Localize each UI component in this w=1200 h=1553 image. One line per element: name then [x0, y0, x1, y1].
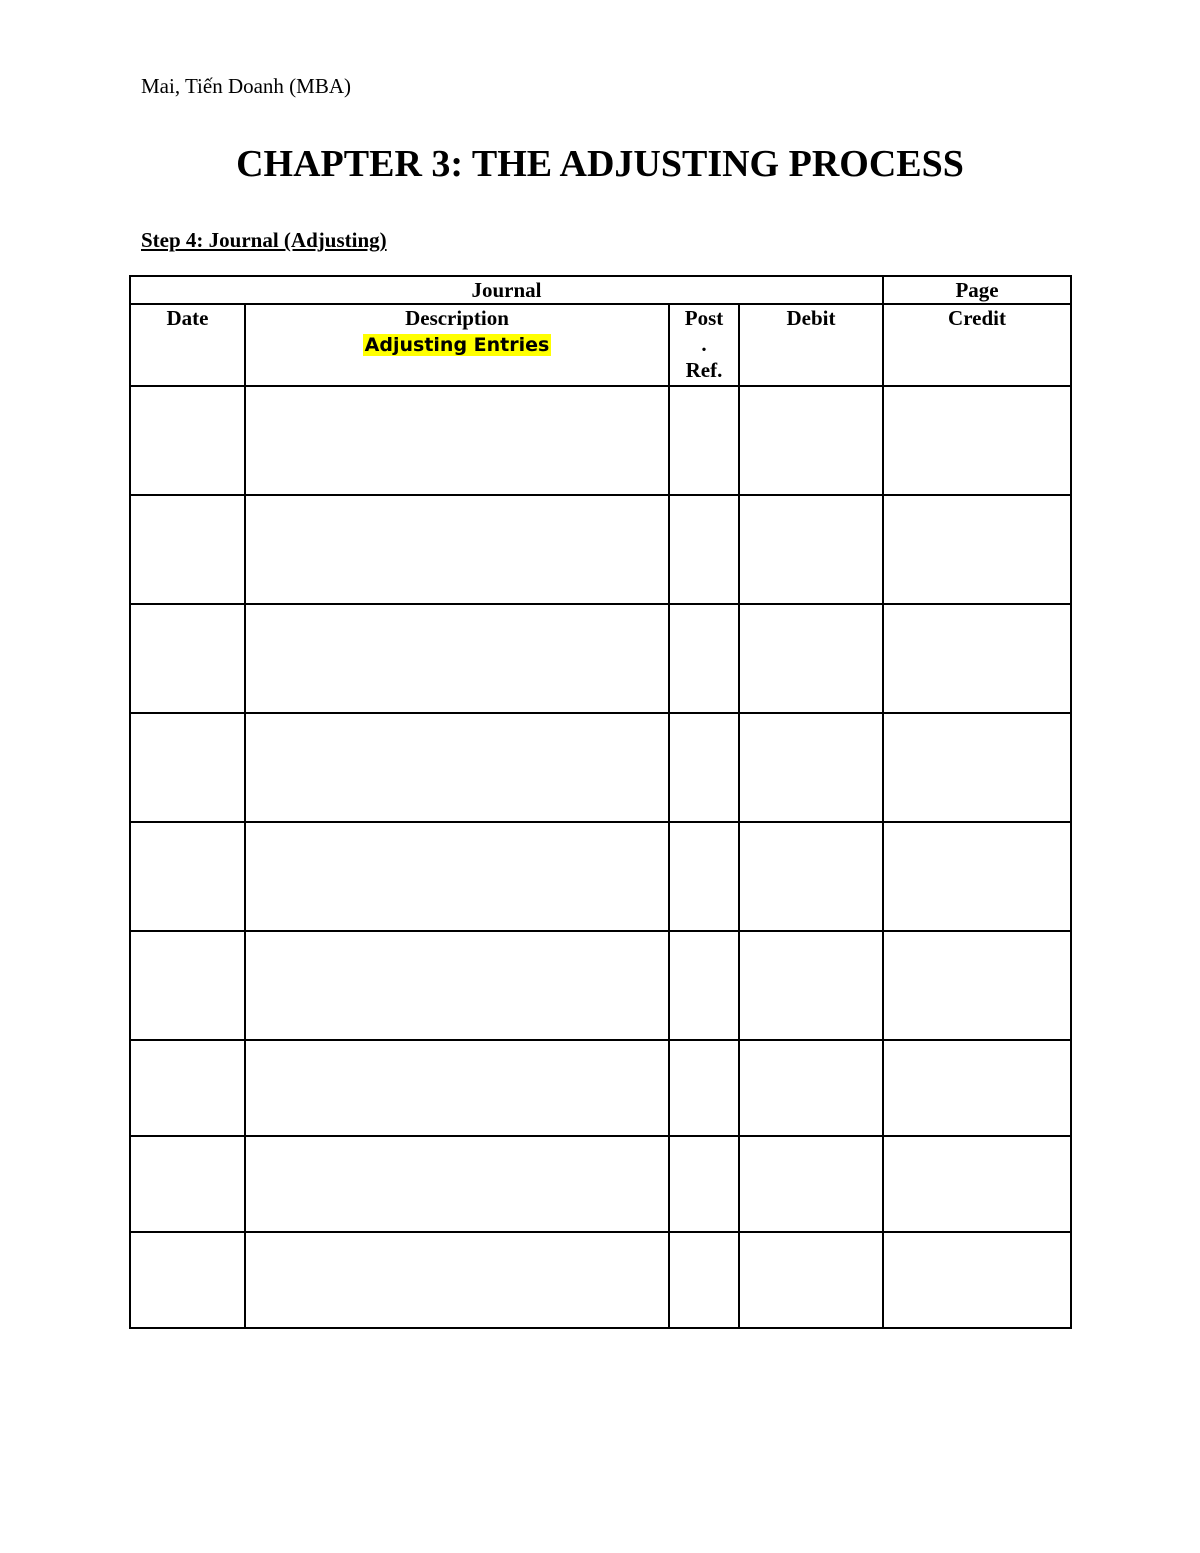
date-cell[interactable]	[130, 386, 245, 495]
debit-cell[interactable]	[739, 604, 883, 713]
debit-cell[interactable]	[739, 931, 883, 1040]
description-cell[interactable]	[245, 604, 669, 713]
debit-cell[interactable]	[739, 1040, 883, 1136]
date-cell[interactable]	[130, 1232, 245, 1328]
date-cell[interactable]	[130, 495, 245, 604]
credit-cell[interactable]	[883, 1040, 1071, 1136]
description-cell[interactable]	[245, 495, 669, 604]
chapter-title: CHAPTER 3: THE ADJUSTING PROCESS	[236, 143, 964, 185]
date-cell[interactable]	[130, 1136, 245, 1232]
journal-row	[130, 1232, 1071, 1328]
debit-cell[interactable]	[739, 713, 883, 822]
debit-cell[interactable]	[739, 495, 883, 604]
journal-table	[129, 275, 1072, 1329]
description-label: Description	[405, 306, 509, 330]
date-cell[interactable]	[130, 822, 245, 931]
debit-cell[interactable]	[739, 1232, 883, 1328]
journal-row	[130, 604, 1071, 713]
debit-cell[interactable]	[739, 386, 883, 495]
post-ref-cell[interactable]	[669, 1232, 739, 1328]
credit-cell[interactable]	[883, 604, 1071, 713]
credit-cell[interactable]	[883, 1232, 1071, 1328]
journal-row	[130, 931, 1071, 1040]
debit-cell[interactable]	[739, 822, 883, 931]
step-heading: Step 4: Journal (Adjusting)	[141, 228, 387, 252]
journal-caption: Journal	[130, 276, 883, 304]
col-header-description	[245, 304, 669, 386]
post-ref-cell[interactable]	[669, 822, 739, 931]
page-label: Page	[883, 276, 1071, 304]
col-header-credit: Credit	[883, 304, 1071, 386]
credit-cell[interactable]	[883, 386, 1071, 495]
description-cell[interactable]	[245, 1232, 669, 1328]
journal-row	[130, 822, 1071, 931]
post-ref-line3: Ref.	[685, 358, 723, 382]
col-header-post-ref	[669, 304, 739, 386]
description-cell[interactable]	[245, 1136, 669, 1232]
description-cell[interactable]	[245, 931, 669, 1040]
post-ref-cell[interactable]	[669, 495, 739, 604]
post-ref-line1: Post	[684, 306, 724, 330]
description-cell[interactable]	[245, 386, 669, 495]
journal-row	[130, 1136, 1071, 1232]
post-ref-cell[interactable]	[669, 1040, 739, 1136]
journal-row	[130, 495, 1071, 604]
col-header-date: Date	[130, 304, 245, 386]
credit-cell[interactable]	[883, 931, 1071, 1040]
debit-cell[interactable]	[739, 1136, 883, 1232]
date-cell[interactable]	[130, 604, 245, 713]
date-cell[interactable]	[130, 713, 245, 822]
journal-row	[130, 713, 1071, 822]
post-ref-cell[interactable]	[669, 713, 739, 822]
date-cell[interactable]	[130, 1040, 245, 1136]
journal-caption-row	[130, 276, 1071, 304]
date-cell[interactable]	[130, 931, 245, 1040]
credit-cell[interactable]	[883, 713, 1071, 822]
adjusting-entries-highlight: Adjusting Entries	[364, 334, 550, 356]
col-header-debit: Debit	[739, 304, 883, 386]
post-ref-cell[interactable]	[669, 931, 739, 1040]
post-ref-cell[interactable]	[669, 604, 739, 713]
credit-cell[interactable]	[883, 822, 1071, 931]
journal-row	[130, 1040, 1071, 1136]
column-header-row	[130, 304, 1071, 386]
credit-cell[interactable]	[883, 1136, 1071, 1232]
post-ref-cell[interactable]	[669, 1136, 739, 1232]
post-ref-cell[interactable]	[669, 386, 739, 495]
description-cell[interactable]	[245, 1040, 669, 1136]
author-name: Mai, Tiến Doanh (MBA)	[141, 74, 352, 98]
journal-row	[130, 386, 1071, 495]
description-cell[interactable]	[245, 822, 669, 931]
post-ref-line2: .	[701, 332, 707, 356]
credit-cell[interactable]	[883, 495, 1071, 604]
description-cell[interactable]	[245, 713, 669, 822]
